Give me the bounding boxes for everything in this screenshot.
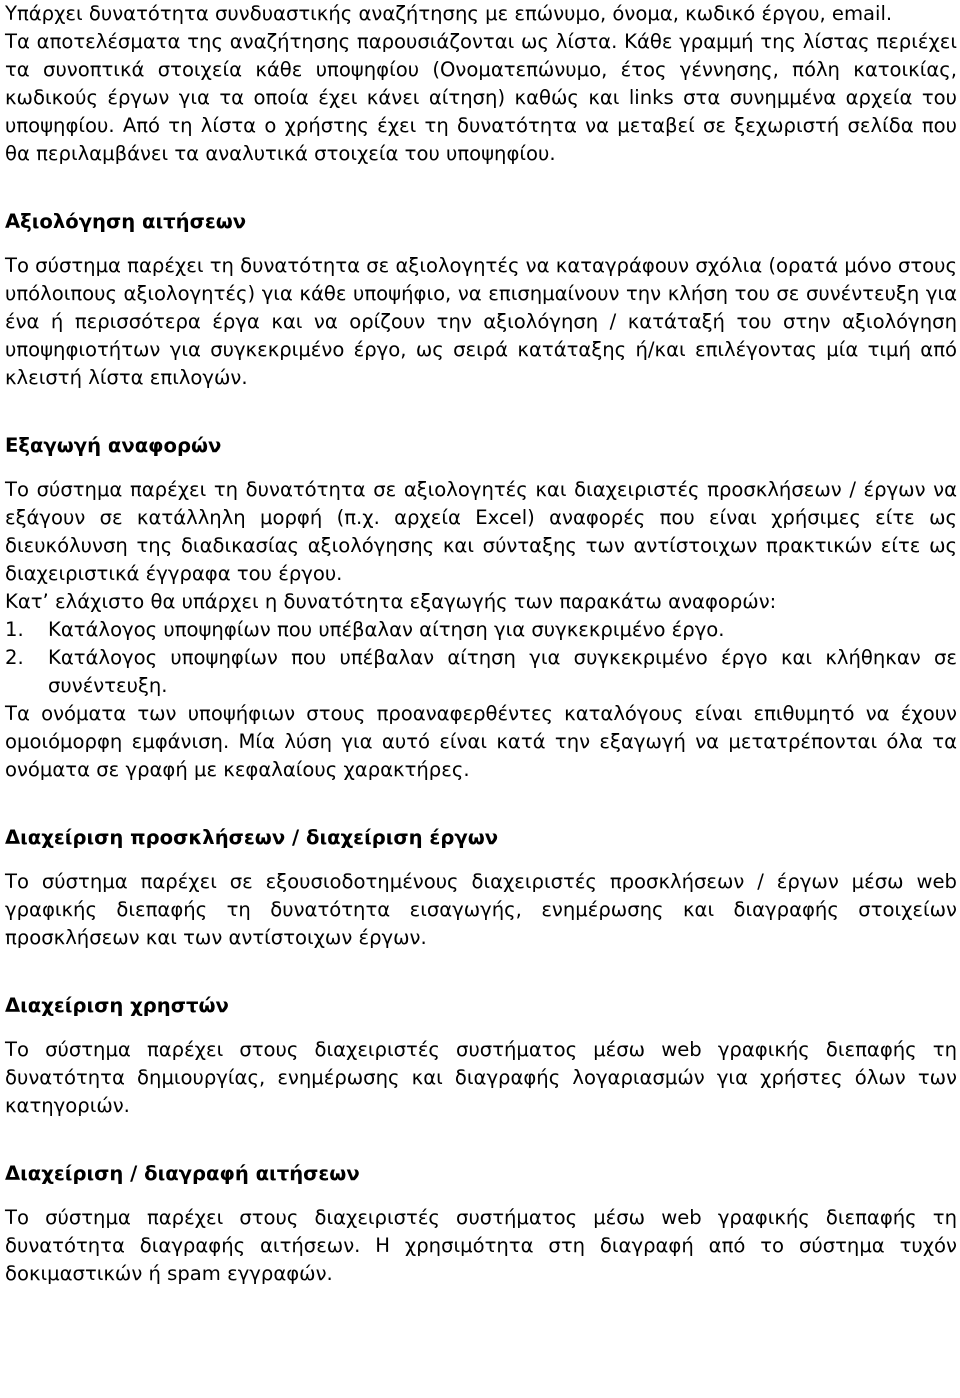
section-body-reports: Το σύστημα παρέχει τη δυνατότητα σε αξιολογητές και διαχειριστές προσκλήσεων / έργων να εξάγουν σε κατάλληλη μορφή (π.χ. αρχεία Excel) αναφορές που είναι χρήσιμες είτε ως διευκόλυνση της διαδικασίας αξιολόγησης και σύνταξης των αντίστοιχων πρακτικών είτε ως διαχειριστικά έγγραφα του έργου. (5, 478, 957, 585)
section-body-users: Το σύστημα παρέχει στους διαχειριστές συστήματος μέσω web γραφικής διεπαφής τη δυνατότητα δημιουργίας, ενημέρωσης και διαγραφής λογαριασμών για χρήστες όλων των κατηγοριών. (5, 1038, 957, 1117)
spacer (5, 1020, 957, 1036)
list-item-number: 2. (5, 646, 24, 669)
intro-paragraph-results: Τα αποτελέσματα της αναζήτησης παρουσιάζονται ως λίστα. Κάθε γραμμή της λίστας περιέχει τα συνοπτικά στοιχεία κάθε υποψηφίου (Ονοματεπώνυμο, έτος γέννησης, πόλη κατοικίας, κωδικούς έργων για τα οποία έχει κάνει αίτηση) καθώς και links στα συνημμένα αρχεία του υποψηφίου. Από τη λίστα ο χρήστης έχει τη δυνατότητα να μεταβεί σε ξεχωριστή σελίδα που θα περιλαμβάνει τα αναλυτικά στοιχεία του υποψηφίου. (5, 30, 957, 165)
spacer (5, 460, 957, 476)
spacer (5, 1188, 957, 1204)
list-item (5, 644, 957, 700)
list-item-text: Κατάλογος υποψηφίων που υπέβαλαν αίτηση για συγκεκριμένο έργο και κλήθηκαν σε συνέντευξη. (48, 646, 957, 697)
section-heading-calls: Διαχείριση προσκλήσεων / διαχείριση έργων (5, 826, 499, 849)
spacer (5, 784, 957, 824)
spacer (5, 952, 957, 992)
intro-paragraph-search: Υπάρχει δυνατότητα συνδυαστικής αναζήτησης με επώνυμο, όνομα, κωδικό έργου, email. (5, 2, 893, 25)
reports-list-lead: Κατ’ ελάχιστο θα υπάρχει η δυνατότητα εξαγωγής των παρακάτω αναφορών: (5, 590, 777, 613)
spacer (5, 392, 957, 432)
section-heading-applications: Διαχείριση / διαγραφή αιτήσεων (5, 1162, 360, 1185)
section-heading-users: Διαχείριση χρηστών (5, 994, 229, 1017)
reports-list (5, 616, 957, 700)
spacer (5, 1120, 957, 1160)
list-item-number: 1. (5, 618, 24, 641)
list-item-text: Κατάλογος υποψηφίων που υπέβαλαν αίτηση για συγκεκριμένο έργο. (48, 618, 725, 641)
spacer (5, 236, 957, 252)
section-body-applications: Το σύστημα παρέχει στους διαχειριστές συστήματος μέσω web γραφικής διεπαφής τη δυνατότητα διαγραφής αιτήσεων. Η χρησιμότητα στη διαγραφή από το σύστημα τυχόν δοκιμαστικών ή spam εγγραφών. (5, 1206, 957, 1285)
section-heading-reports: Εξαγωγή αναφορών (5, 434, 222, 457)
spacer (5, 168, 957, 208)
reports-tail-paragraph: Τα ονόματα των υποψήφιων στους προαναφερθέντες καταλόγους είναι επιθυμητό να έχουν ομοιόμορφη εμφάνιση. Μία λύση για αυτό είναι κατά την εξαγωγή να μετατρέπονται όλα τα ονόματα σε γραφή με κεφαλαίους χαρακτήρες. (5, 702, 957, 781)
section-body-evaluation: Το σύστημα παρέχει τη δυνατότητα σε αξιολογητές να καταγράφουν σχόλια (ορατά μόνο στους υπόλοιπους αξιολογητές) για κάθε υποψήφιο, να επισημαίνουν την κλήση του σε συνέντευξη για ένα ή περισσότερα έργα και να ορίζουν την αξιολόγηση / κατάταξή του στην αξιολόγηση υποψηφιοτήτων για συγκεκριμένο έργο, ως σειρά κατάταξης ή/και επιλέγοντας μία τιμή από κλειστή λίστα επιλογών. (5, 254, 957, 389)
spacer (5, 852, 957, 868)
section-heading-evaluation: Αξιολόγηση αιτήσεων (5, 210, 247, 233)
document-page (5, 0, 957, 1288)
list-item (5, 616, 957, 644)
section-body-calls: Το σύστημα παρέχει σε εξουσιοδοτημένους διαχειριστές προσκλήσεων / έργων μέσω web γραφικής διεπαφής τη δυνατότητα εισαγωγής, ενημέρωσης και διαγραφής στοιχείων προσκλήσεων και των αντίστοιχων έργων. (5, 870, 957, 949)
